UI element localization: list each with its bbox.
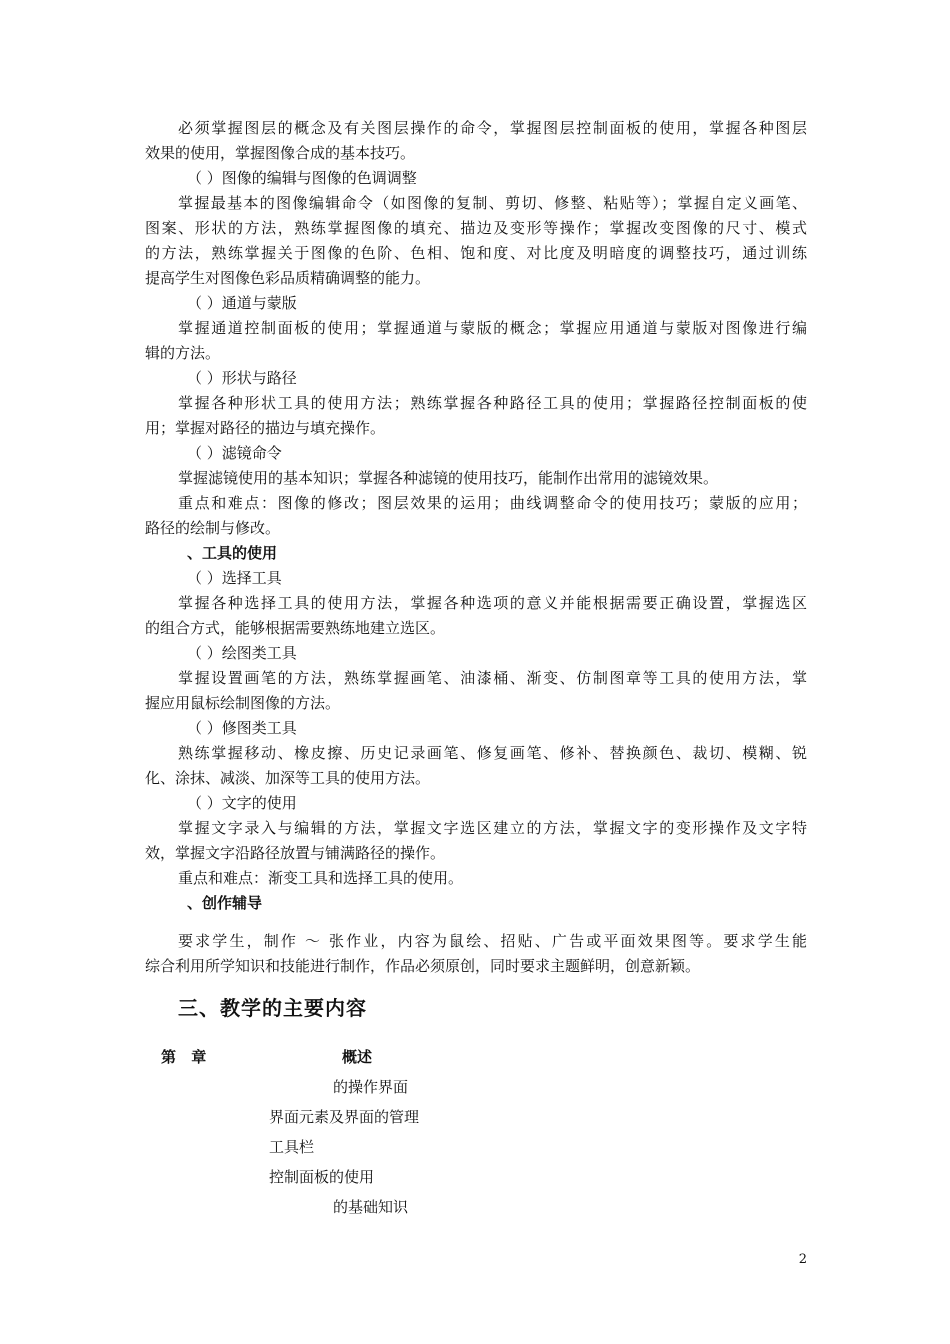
toc-item: 控制面板的使用: [269, 1168, 375, 1186]
paragraph-line: 掌握通道控制面板的使用；掌握通道与蒙版的概念；掌握应用通道与蒙版对图像进行编: [178, 319, 807, 337]
section-heading: 、创作辅导: [187, 894, 263, 912]
paragraph-line: 掌握文字录入与编辑的方法，掌握文字选区建立的方法，掌握文字的变形操作及文字特: [178, 819, 807, 837]
paragraph-line: 重点和难点：渐变工具和选择工具的使用。: [178, 869, 464, 887]
paragraph-line: 的方法，熟练掌握关于图像的色阶、色相、饱和度、对比度及明暗度的调整技巧，通过训练: [145, 244, 807, 262]
paragraph-line: 提高学生对图像色彩品质精确调整的能力。: [145, 269, 431, 287]
subsection-heading: （ ）修图类工具: [187, 719, 297, 737]
subsection-heading: （ ）通道与蒙版: [187, 294, 297, 312]
chapter-title: 概述: [342, 1048, 373, 1066]
paragraph-line: 效果的使用，掌握图像合成的基本技巧。: [145, 144, 416, 162]
paragraph-line: 掌握设置画笔的方法，熟练掌握画笔、油漆桶、渐变、仿制图章等工具的使用方法，掌: [178, 669, 807, 687]
subsection-heading: （ ）形状与路径: [187, 369, 297, 387]
toc-item: 的基础知识: [333, 1198, 409, 1216]
paragraph-line: 熟练掌握移动、橡皮擦、历史记录画笔、修复画笔、修补、替换颜色、裁切、模糊、锐: [178, 744, 807, 762]
section-heading: 、工具的使用: [187, 544, 278, 562]
toc-item: 的操作界面: [333, 1078, 409, 1096]
subsection-heading: （ ）选择工具: [187, 569, 282, 587]
paragraph-line: 掌握滤镜使用的基本知识；掌握各种滤镜的使用技巧，能制作出常用的滤镜效果。: [178, 469, 719, 487]
paragraph-line: 重点和难点：图像的修改；图层效果的运用；曲线调整命令的使用技巧；蒙版的应用；: [178, 494, 807, 512]
chapter-label: 第 章: [161, 1048, 207, 1066]
paragraph-line: 要求学生，制作 ～ 张作业，内容为鼠绘、招贴、广告或平面效果图等。要求学生能: [178, 932, 807, 950]
paragraph-line: 综合利用所学知识和技能进行制作，作品必须原创，同时要求主题鲜明，创意新颖。: [145, 957, 701, 975]
paragraph-line: 必须掌握图层的概念及有关图层操作的命令，掌握图层控制面板的使用，掌握各种图层: [178, 119, 807, 137]
paragraph-line: 效，掌握文字沿路径放置与铺满路径的操作。: [145, 844, 446, 862]
paragraph-line: 的组合方式，能够根据需要熟练地建立选区。: [145, 619, 446, 637]
toc-item: 工具栏: [269, 1138, 315, 1156]
paragraph-line: 化、涂抹、减淡、加深等工具的使用方法。: [145, 769, 431, 787]
subsection-heading: （ ）文字的使用: [187, 794, 297, 812]
paragraph-line: 掌握各种选择工具的使用方法，掌握各种选项的意义并能根据需要正确设置，掌握选区: [178, 594, 807, 612]
paragraph-line: 掌握各种形状工具的使用方法；熟练掌握各种路径工具的使用；掌握路径控制面板的使: [178, 394, 807, 412]
paragraph-line: 用；掌握对路径的描边与填充操作。: [145, 419, 386, 437]
paragraph-line: 掌握最基本的图像编辑命令（如图像的复制、剪切、修整、粘贴等）；掌握自定义画笔、: [178, 194, 807, 212]
page-number: 2: [798, 1252, 807, 1267]
paragraph-line: 辑的方法。: [145, 344, 221, 362]
subsection-heading: （ ）滤镜命令: [187, 444, 282, 462]
main-section-title: 三、教学的主要内容: [178, 996, 367, 1020]
subsection-heading: （ ）绘图类工具: [187, 644, 297, 662]
toc-item: 界面元素及界面的管理: [269, 1108, 420, 1126]
paragraph-line: 路径的绘制与修改。: [145, 519, 281, 537]
paragraph-line: 图案、形状的方法，熟练掌握图像的填充、描边及变形等操作；掌握改变图像的尺寸、模式: [145, 219, 807, 237]
paragraph-line: 握应用鼠标绘制图像的方法。: [145, 694, 341, 712]
subsection-heading: （ ）图像的编辑与图像的色调调整: [187, 169, 417, 187]
